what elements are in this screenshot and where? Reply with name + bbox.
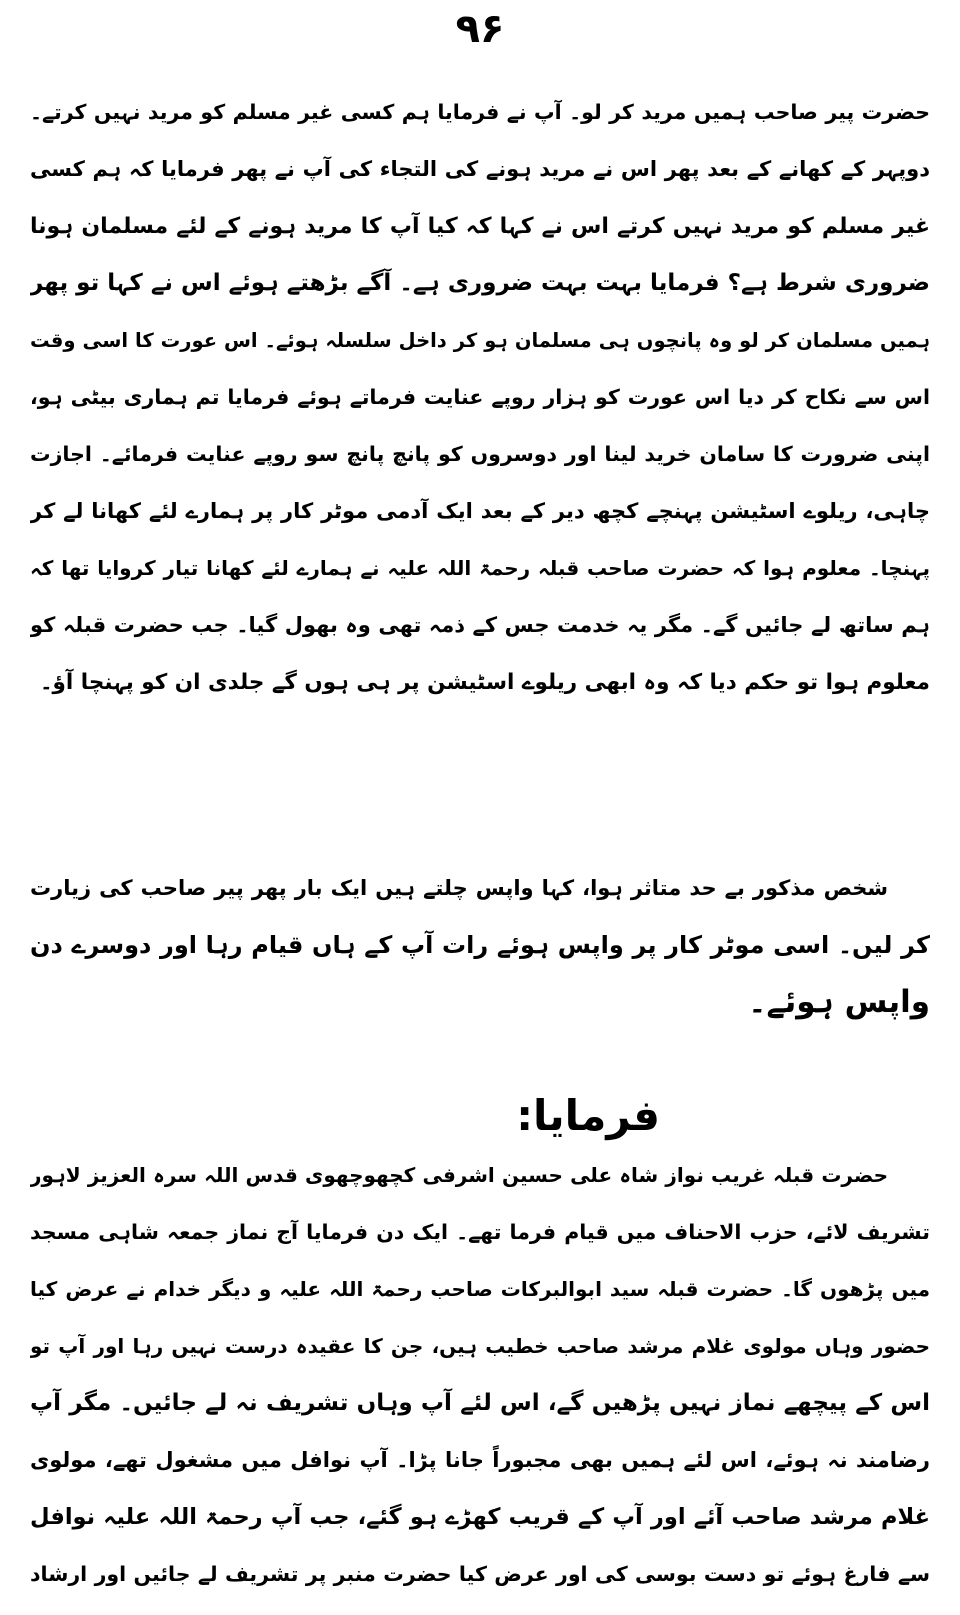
text-line: شخص مذکور بے حد متاثر ہوا، کہا واپس چلتے ہیں ایک بار پھر پیر صاحب کی زیارت: [30, 876, 888, 900]
text-line: ضروری شرط ہے؟ فرمایا بہت بہت ضروری ہے۔ آگے بڑھتے ہوئے اس نے کہا تو پھر: [30, 270, 930, 296]
text-line: اس سے نکاح کر دیا اس عورت کو ہزار روپے عنایت فرماتے ہوئے فرمایا تم ہماری بیٹی ہو،: [30, 385, 930, 409]
text-line: اس کے پیچھے نماز نہیں پڑھیں گے، اس لئے آپ وہاں تشریف نہ لے جائیں۔ مگر آپ: [30, 1390, 930, 1416]
paragraph-3: [30, 1147, 930, 1603]
text-line: غلام مرشد صاحب آئے اور آپ کے قریب کھڑے ہو گئے، جب آپ رحمۃ اللہ علیہ نوافل: [30, 1504, 930, 1530]
text-line: غیر مسلم کو مرید نہیں کرتے اس نے کہا کہ کیا آپ کا مرید ہونے کے لئے مسلمان ہونا: [30, 214, 930, 239]
text-line: کر لیں۔ اسی موٹر کار پر واپس ہوئے رات آپ کے ہاں قیام رہا اور دوسرے دن: [30, 931, 930, 959]
page-number: ۹۶: [455, 6, 505, 52]
text-line: تشریف لائے، حزب الاحناف میں قیام فرما تھے۔ ایک دن فرمایا آج نماز جمعہ شاہی مسجد: [30, 1220, 930, 1244]
text-line: پہنچا۔ معلوم ہوا کہ حضرت صاحب قبلہ رحمۃ اللہ علیہ نے ہمارے لئے کھانا تیار کروایا تھا کہ: [30, 556, 930, 580]
text-line: چاہی، ریلوے اسٹیشن پہنچے کچھ دیر کے بعد ایک آدمی موٹر کار پر ہمارے لئے کھانا لے کر: [30, 499, 930, 523]
paragraph-2: [30, 860, 930, 1031]
section-heading: فرمایا:: [516, 1091, 660, 1140]
text-line: اپنی ضرورت کا سامان خرید لینا اور دوسروں کو پانچ پانچ سو روپے عنایت فرمائے۔ اجازت: [30, 442, 930, 466]
text-line: حضرت قبلہ غریب نواز شاہ علی حسین اشرفی کچھوچھوی قدس اللہ سرہ العزیز لاہور: [30, 1163, 888, 1187]
text-line: ہم ساتھ لے جائیں گے۔ مگر یہ خدمت جس کے ذمہ تھی وہ بھول گیا۔ جب حضرت قبلہ کو: [30, 613, 930, 637]
text-line: واپس ہوئے۔: [748, 984, 930, 1020]
text-line: حضور وہاں مولوی غلام مرشد صاحب خطیب ہیں، جن کا عقیدہ درست نہیں رہا اور آپ تو: [30, 1334, 930, 1358]
text-line: سے فارغ ہوئے تو دست بوسی کی اور عرض کیا حضرت منبر پر تشریف لے جائیں اور ارشاد: [30, 1562, 930, 1586]
text-line: میں پڑھوں گا۔ حضرت قبلہ سید ابوالبرکات صاحب رحمۃ اللہ علیہ و دیگر خدام نے عرض کیا: [30, 1277, 930, 1301]
paragraph-1: [30, 84, 930, 711]
text-line: حضرت پیر صاحب ہمیں مرید کر لو۔ آپ نے فرمایا ہم کسی غیر مسلم کو مرید نہیں کرتے۔: [30, 100, 930, 124]
text-line: معلوم ہوا تو حکم دیا کہ وہ ابھی ریلوے اسٹیشن پر ہی ہوں گے جلدی ان کو پہنچا آؤ۔: [39, 670, 930, 695]
text-line: دوپہر کے کھانے کے بعد پھر اس نے مرید ہونے کی التجاء کی آپ نے پھر فرمایا کہ ہم کسی: [30, 157, 930, 181]
text-line: رضامند نہ ہوئے، اس لئے ہمیں بھی مجبوراً جانا پڑا۔ آپ نوافل میں مشغول تھے، مولوی: [30, 1448, 930, 1472]
text-line: ہمیں مسلمان کر لو وہ پانچوں ہی مسلمان ہو کر داخل سلسلہ ہوئے۔ اس عورت کا اسی وقت: [30, 329, 930, 352]
